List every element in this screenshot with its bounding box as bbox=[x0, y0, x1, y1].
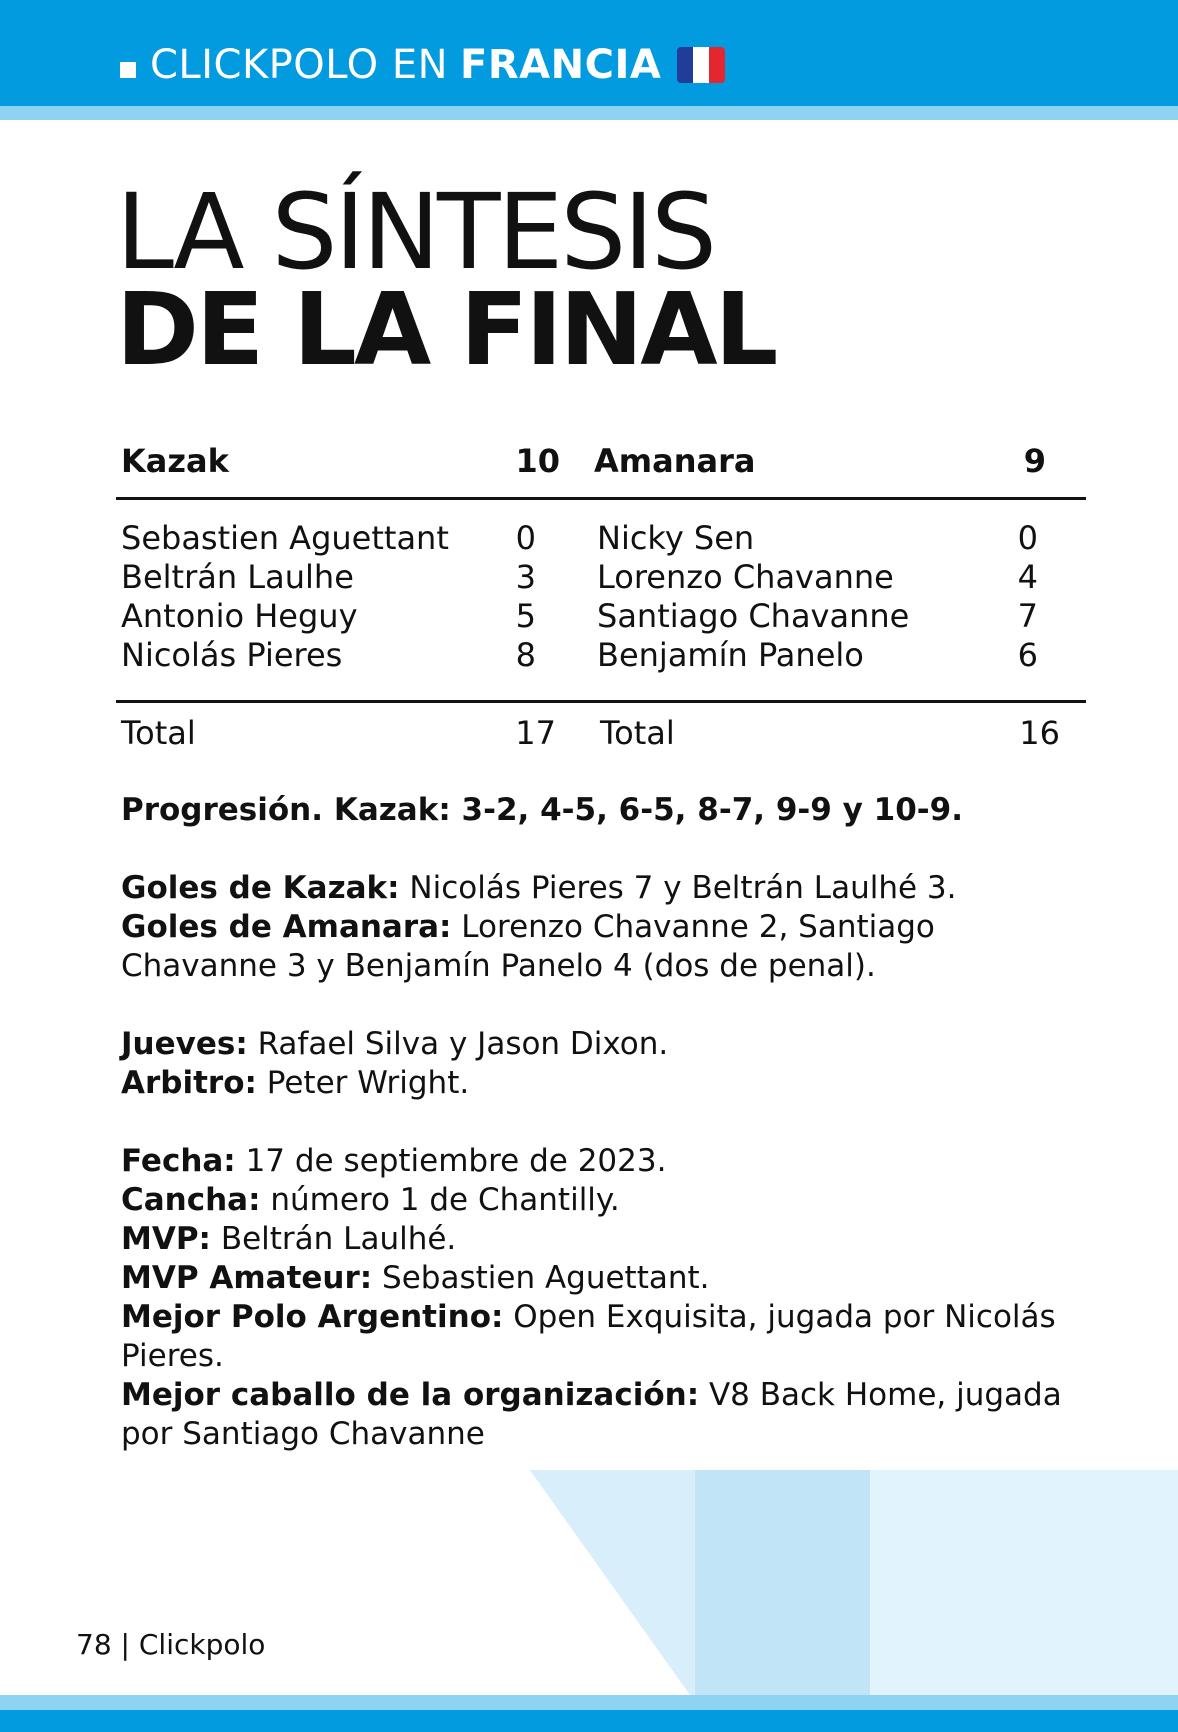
player-handicap: 8 bbox=[515, 636, 536, 674]
player-handicap: 7 bbox=[1017, 597, 1038, 635]
jueves: Jueves: Rafael Silva y Jason Dixon. bbox=[121, 1026, 669, 1062]
player-handicap: 5 bbox=[515, 597, 536, 635]
player-handicap: 4 bbox=[1017, 558, 1038, 596]
player-handicap: 3 bbox=[515, 558, 536, 596]
player-handicap: 6 bbox=[1017, 636, 1038, 674]
home-total-label: Total bbox=[121, 714, 196, 752]
square-bullet-icon bbox=[120, 62, 136, 78]
section-header bbox=[120, 40, 725, 90]
mvp-amateur: MVP Amateur: Sebastien Aguettant. bbox=[121, 1260, 710, 1296]
mejor-polo-argentino: Mejor Polo Argentino: Open Exquisita, jugada por Nicolás Pieres. bbox=[121, 1299, 1056, 1374]
footer-strip bbox=[0, 1695, 1178, 1710]
player-handicap: 0 bbox=[1017, 519, 1038, 557]
player-name: Beltrán Laulhe bbox=[121, 558, 354, 596]
arbitro: Arbitro: Peter Wright. bbox=[121, 1065, 470, 1101]
mejor-caballo: Mejor caballo de la organización: V8 Back Home, jugada por Santiago Chavanne bbox=[121, 1377, 1062, 1452]
cancha: Cancha: número 1 de Chantilly. bbox=[121, 1182, 620, 1218]
table-rule-bottom bbox=[116, 700, 1086, 703]
decorative-shapes bbox=[0, 1470, 1178, 1732]
section-country: FRANCIA bbox=[460, 42, 662, 88]
mvp: MVP: Beltrán Laulhé. bbox=[121, 1221, 457, 1257]
table-rule-top bbox=[116, 497, 1086, 500]
france-flag-icon bbox=[677, 47, 725, 83]
player-name: Lorenzo Chavanne bbox=[597, 558, 894, 596]
footer-band bbox=[0, 1710, 1178, 1732]
home-player-list bbox=[121, 519, 449, 675]
player-name: Benjamín Panelo bbox=[597, 636, 864, 674]
goles-kazak: Goles de Kazak: Nicolás Pieres 7 y Beltrán Laulhé 3. bbox=[121, 870, 957, 906]
home-total-value: 17 bbox=[515, 714, 556, 752]
progression: Progresión. Kazak: 3-2, 4-5, 6-5, 8-7, 9-9 y 10-9. bbox=[121, 792, 963, 828]
player-handicap: 0 bbox=[515, 519, 536, 557]
header-strip bbox=[0, 106, 1178, 120]
away-player-list bbox=[597, 519, 909, 675]
home-handicap-list bbox=[494, 519, 536, 675]
page-title-line1: LA SÍNTESIS bbox=[116, 171, 714, 293]
page-title-line2: DE LA FINAL bbox=[116, 271, 776, 388]
player-name: Nicky Sen bbox=[597, 519, 755, 557]
home-team-score: 10 bbox=[515, 442, 560, 480]
fecha: Fecha: 17 de septiembre de 2023. bbox=[121, 1143, 667, 1179]
section-label: CLICKPOLO EN bbox=[150, 42, 449, 88]
match-details bbox=[121, 791, 1081, 1454]
goles-amanara: Goles de Amanara: Lorenzo Chavanne 2, Santiago Chavanne 3 y Benjamín Panelo 4 (dos de penal). bbox=[121, 909, 935, 984]
away-team-name: Amanara bbox=[594, 442, 756, 480]
away-team-score: 9 bbox=[1023, 442, 1046, 480]
player-name: Sebastien Aguettant bbox=[121, 519, 449, 557]
page-folio: 78 | Clickpolo bbox=[76, 1628, 266, 1661]
home-team-name: Kazak bbox=[121, 442, 229, 480]
player-name: Santiago Chavanne bbox=[597, 597, 910, 635]
away-handicap-list bbox=[996, 519, 1038, 675]
away-total-value: 16 bbox=[1019, 714, 1060, 752]
player-name: Antonio Heguy bbox=[121, 597, 358, 635]
player-name: Nicolás Pieres bbox=[121, 636, 343, 674]
away-total-label: Total bbox=[600, 714, 675, 752]
